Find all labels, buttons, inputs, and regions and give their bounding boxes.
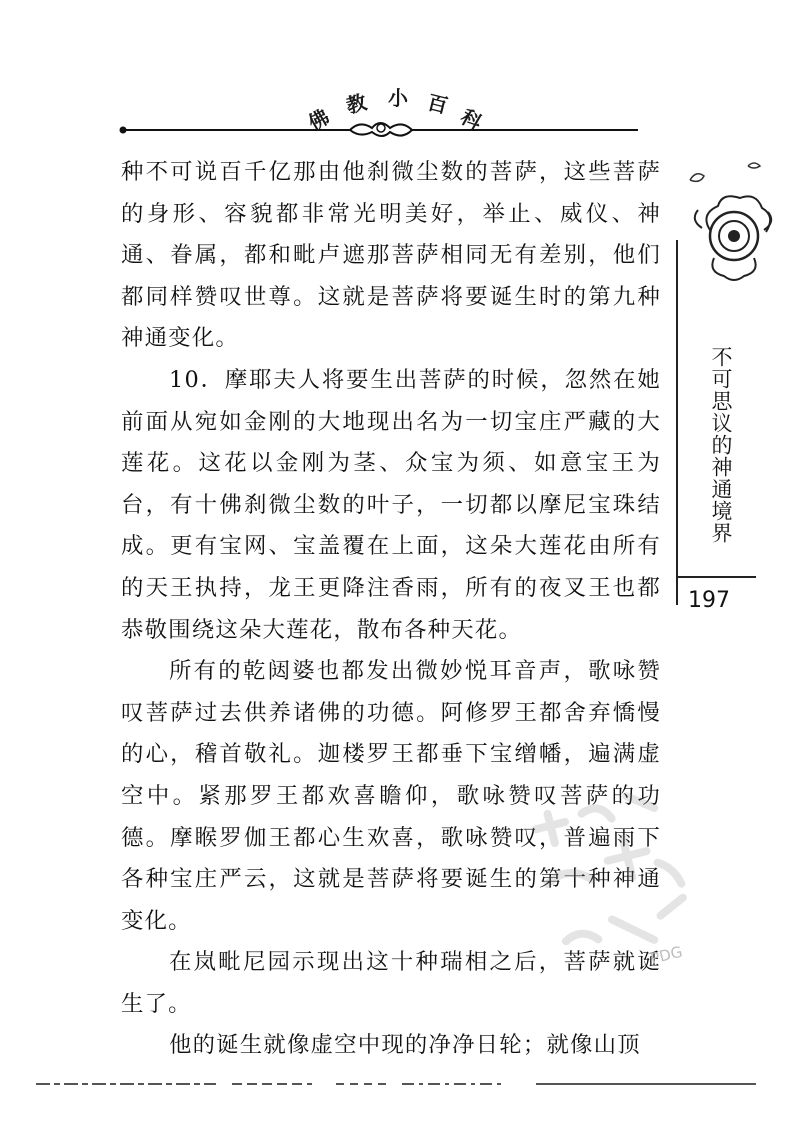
- header-char: 小: [388, 86, 408, 110]
- header-char: 教: [343, 89, 369, 119]
- header-char: 科: [456, 104, 486, 136]
- watermark-label: PDG: [648, 942, 685, 968]
- lotus-ornament-icon: [684, 150, 774, 295]
- paragraph: 种不可说百千亿那由他刹微尘数的菩萨，这些菩萨的身形、容貌都非常光明美好，举止、威仪、神通、眷属，都和毗卢遮那菩萨相同无有差别，他们都同样赞叹世尊。这就是菩萨将要诞生时的第九种神通变化。: [121, 159, 661, 352]
- paragraph: 所有的乾闼婆也都发出微妙悦耳音声，歌咏赞叹菩萨过去供养诸佛的功德。阿修罗王都舍弃憍慢的心，稽首敬礼。迦楼罗王都垂下宝缯幡，遍满虚空中。紧那罗王都欢喜瞻仰，歌咏赞叹菩萨的功德。摩睺罗伽王都心生欢喜，歌咏赞叹，普遍雨下各种宝庄严云，这就是菩萨将要诞生的第十种神通变化。: [121, 658, 661, 934]
- header-ornament-rule: [118, 118, 638, 140]
- footer-rule: [36, 1080, 756, 1090]
- paragraph: 他的诞生就像虚空中现的净净日轮；就像山顶: [169, 1032, 641, 1059]
- header-char: 佛: [304, 104, 334, 136]
- paragraph: 10．摩耶夫人将要生出菩萨的时候，忽然在她前面从宛如金刚的大地现出名为一切宝庄严藏的大莲花。这花以金刚为茎、众宝为须、如意宝王为台，有十佛刹微尘数的叶子，一切都以摩尼宝珠结成。更有宝网、宝盖覆在上面，这朵大莲花由所有的天王执持，龙王更降注香雨，所有的夜叉王也都恭敬围绕这朵大莲花，散布各种天花。: [121, 366, 661, 643]
- library-stamp-watermark: [528, 778, 698, 978]
- paragraph: 在岚毗尼园示现出这十种瑞相之后，菩萨就诞生了。: [121, 949, 661, 1017]
- sidebar-divider: [676, 240, 678, 605]
- section-title: 不可思议的神通境界: [709, 346, 733, 544]
- page-number: 197: [688, 588, 730, 613]
- page-number-rule: [676, 576, 756, 578]
- header-char: 百: [425, 89, 451, 119]
